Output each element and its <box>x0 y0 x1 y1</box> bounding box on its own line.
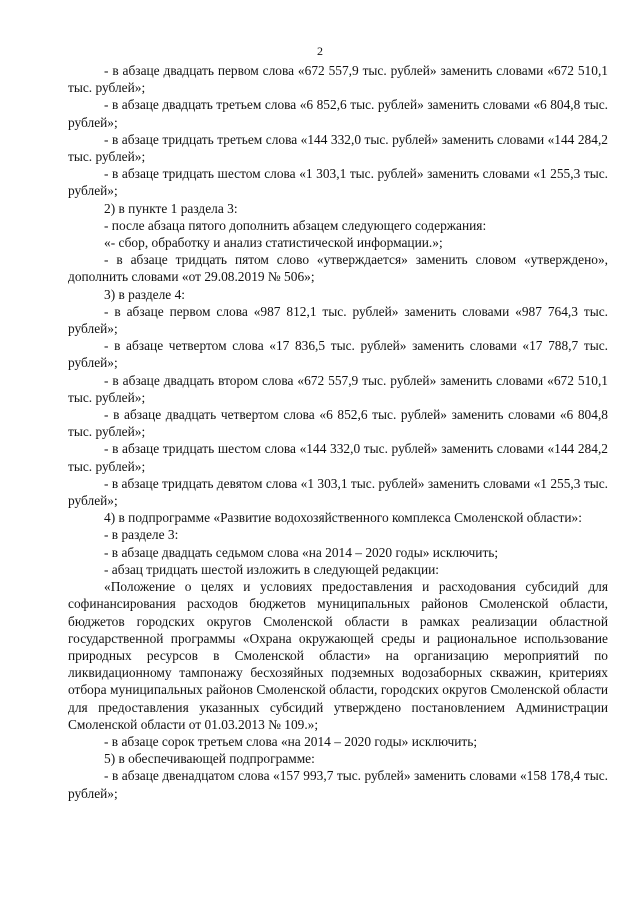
paragraph-amend-12: - в абзаце двенадцатом слова «157 993,7 тыс. рублей» заменить словами «158 178,4 тыс. рублей»; <box>68 768 608 801</box>
paragraph-item-2: 2) в пункте 1 раздела 3: <box>104 200 238 216</box>
paragraph-add-after-5: - после абзаца пятого дополнить абзацем следующего содержания: <box>104 217 487 233</box>
paragraph-amend-21: - в абзаце двадцать первом слова «672 557,9 тыс. рублей» заменить словами «672 510,1 тыс. рублей»; <box>68 63 608 96</box>
paragraph-quoted-regulation: «Положение о целях и условиях предоставления и расходования субсидий для софинансирования расходов бюджетов муниципальных районов Смоленской области, бюджетов городских округов Смоленской области в рамках реализации областной государственной программы «Охрана окружающей среды и рациональное использование природных ресурсов в Смоленской области» на организацию мероприятий по ликвидационному тампонажу бесхозяйных подземных водозаборных скважин, критериях отбора муниципальных районов Смоленской области, городских округов Смоленской области для предоставления указанных субсидий утверждено постановлением Администрации Смоленской области от 01.03.2013 № 109.»; <box>68 579 608 732</box>
paragraph-item-3: 3) в разделе 4: <box>104 286 186 302</box>
paragraph-item-4: 4) в подпрограмме «Развитие водохозяйственного комплекса Смоленской области»: <box>104 510 582 526</box>
paragraph-amend-33: - в абзаце тридцать третьем слова «144 332,0 тыс. рублей» заменить словами «144 284,2 тыс. рублей»; <box>68 131 608 165</box>
paragraph-quote-statistics: «- сбор, обработку и анализ статистической информации.»; <box>104 235 443 251</box>
paragraph-amend-23: - в абзаце двадцать третьем слова «6 852,6 тыс. рублей» заменить словами «6 804,8 тыс. рублей»; <box>68 97 608 130</box>
paragraph-amend-fourth: - в абзаце четвертом слова «17 836,5 тыс. рублей» заменить словами «17 788,7 тыс. рублей»; <box>68 338 608 371</box>
paragraph-amend-first: - в абзаце первом слова «987 812,1 тыс. рублей» заменить словами «987 764,3 тыс. рублей»; <box>68 303 608 337</box>
paragraph-amend-27: - в абзаце двадцать седьмом слова «на 2014 – 2020 годы» исключить; <box>104 544 499 560</box>
paragraph-amend-35: - в абзаце тридцать пятом слово «утверждается» заменить словом «утверждено», дополнить словами «от 29.08.2019 № 506»; <box>68 252 608 285</box>
paragraph-section-3: - в разделе 3: <box>104 527 179 543</box>
paragraph-amend-36b: - в абзаце тридцать шестом слова «144 332,0 тыс. рублей» заменить словами «144 284,2 тыс. рублей»; <box>68 441 608 474</box>
paragraph-amend-43: - в абзаце сорок третьем слова «на 2014 – 2020 годы» исключить; <box>104 733 478 749</box>
paragraph-item-5: 5) в обеспечивающей подпрограмме: <box>104 751 315 767</box>
document-body <box>68 62 608 802</box>
paragraph-amend-39: - в абзаце тридцать девятом слова «1 303,1 тыс. рублей» заменить словами «1 255,3 тыс. рублей»; <box>68 475 608 509</box>
paragraph-amend-36: - в абзаце тридцать шестом слова «1 303,1 тыс. рублей» заменить словами «1 255,3 тыс. рублей»; <box>68 166 608 199</box>
paragraph-amend-24: - в абзаце двадцать четвертом слова «6 852,6 тыс. рублей» заменить словами «6 804,8 тыс. рублей»; <box>68 407 608 440</box>
paragraph-amend-22: - в абзаце двадцать втором слова «672 557,9 тыс. рублей» заменить словами «672 510,1 тыс. рублей»; <box>68 372 608 405</box>
page-number: 2 <box>317 44 323 58</box>
paragraph-restate-36: - абзац тридцать шестой изложить в следующей редакции: <box>104 561 439 577</box>
